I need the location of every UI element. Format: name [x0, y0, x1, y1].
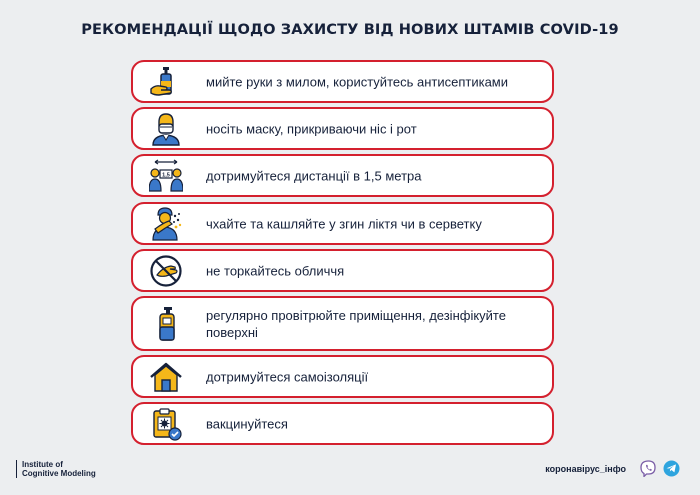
recommendation-text: не торкайтесь обличчя	[206, 263, 345, 278]
distance-badge-label: 1,5	[162, 172, 170, 178]
org-name-line2: Cognitive Modeling	[22, 469, 96, 478]
recommendation-card-self-isolation	[131, 355, 554, 398]
recommendation-card-vaccinate	[131, 402, 554, 445]
recommendation-card-mask	[131, 107, 554, 150]
recommendation-card-handwash	[131, 60, 554, 103]
recommendation-text: носіть маску, прикриваючи ніс і рот	[206, 121, 417, 136]
recommendation-card-sneeze	[131, 202, 554, 245]
telegram-icon[interactable]	[663, 460, 680, 477]
recommendation-text: дотримуйтеся дистанції в 1,5 метра	[206, 168, 422, 183]
sneeze-icon	[149, 207, 183, 241]
recommendation-card-no-touch	[131, 249, 554, 292]
recommendation-text: мийте руки з милом, користуйтесь антисептиками	[206, 74, 509, 89]
disinfectant-bottle-icon	[149, 307, 183, 341]
site-name: коронавірус_інфо	[545, 464, 626, 474]
org-name-line1: Institute of	[22, 460, 63, 469]
org-logo	[16, 460, 96, 478]
recommendation-text: дотримуйтеся самоізоляції	[206, 369, 369, 384]
recommendation-card-distance	[131, 154, 554, 197]
vaccine-clipboard-icon	[149, 407, 183, 441]
viber-icon[interactable]	[640, 460, 657, 477]
hand-sanitizer-icon	[149, 65, 183, 99]
face-mask-icon	[149, 112, 183, 146]
social-distance-icon	[149, 159, 183, 193]
no-face-touch-icon	[149, 254, 183, 288]
recommendation-card-ventilate	[131, 296, 554, 351]
page-title: РЕКОМЕНДАЦІЇ ЩОДО ЗАХИСТУ ВІД НОВИХ ШТАМІВ COVID-19	[81, 21, 619, 38]
recommendation-text: чхайте та кашляйте у згин ліктя чи в серветку	[206, 216, 482, 231]
recommendation-text: регулярно провітрюйте приміщення, дезінфікуйте поверхні	[206, 307, 506, 340]
recommendation-text: вакцинуйтеся	[206, 416, 288, 431]
house-icon	[149, 360, 183, 394]
